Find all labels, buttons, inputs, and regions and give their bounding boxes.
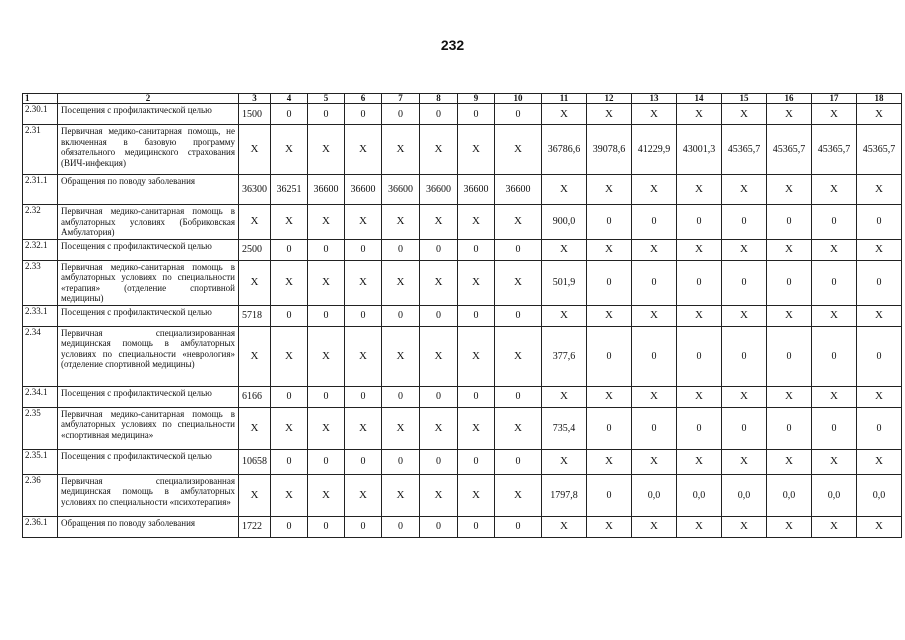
row-code: 2.36 xyxy=(23,474,58,516)
value-cell: X xyxy=(345,205,382,240)
value-cell: 0 xyxy=(382,449,420,474)
value-cell: 0 xyxy=(458,239,495,260)
value-cell: 36600 xyxy=(308,175,345,205)
value-cell: X xyxy=(420,326,458,386)
value-cell: 5718 xyxy=(239,305,271,326)
value-cell: X xyxy=(382,125,420,175)
value-cell: X xyxy=(632,104,677,125)
value-cell: X xyxy=(857,516,902,537)
value-cell: X xyxy=(857,239,902,260)
row-code: 2.33.1 xyxy=(23,305,58,326)
value-cell: 0 xyxy=(495,386,542,407)
value-cell: 0 xyxy=(722,260,767,305)
table-row xyxy=(23,260,902,305)
value-cell: X xyxy=(382,407,420,449)
value-cell: 0 xyxy=(345,104,382,125)
value-cell: X xyxy=(239,326,271,386)
value-cell: X xyxy=(722,386,767,407)
value-cell: X xyxy=(857,104,902,125)
data-table xyxy=(22,93,902,538)
row-code: 2.32 xyxy=(23,205,58,240)
value-cell: X xyxy=(857,175,902,205)
value-cell: 0 xyxy=(308,386,345,407)
table-row xyxy=(23,104,902,125)
value-cell: 0 xyxy=(812,260,857,305)
value-cell: X xyxy=(271,125,308,175)
header-cell: 11 xyxy=(542,94,587,104)
value-cell: X xyxy=(632,449,677,474)
value-cell: 0 xyxy=(345,305,382,326)
value-cell: X xyxy=(495,205,542,240)
value-cell: X xyxy=(239,407,271,449)
value-cell: 0 xyxy=(495,104,542,125)
value-cell: X xyxy=(308,260,345,305)
value-cell: X xyxy=(495,407,542,449)
value-cell: 36600 xyxy=(345,175,382,205)
value-cell: 735,4 xyxy=(542,407,587,449)
row-name: Посещения с профилактической целью xyxy=(58,104,239,125)
value-cell: X xyxy=(271,326,308,386)
value-cell: 0 xyxy=(308,449,345,474)
value-cell: 0 xyxy=(458,305,495,326)
value-cell: X xyxy=(495,326,542,386)
value-cell: X xyxy=(632,516,677,537)
value-cell: X xyxy=(308,407,345,449)
header-cell: 12 xyxy=(587,94,632,104)
value-cell: X xyxy=(812,516,857,537)
value-cell: 0 xyxy=(767,407,812,449)
value-cell: 36786,6 xyxy=(542,125,587,175)
value-cell: 0 xyxy=(587,205,632,240)
value-cell: 0 xyxy=(587,407,632,449)
value-cell: X xyxy=(458,474,495,516)
table-row xyxy=(23,474,902,516)
value-cell: X xyxy=(722,516,767,537)
value-cell: X xyxy=(345,260,382,305)
value-cell: X xyxy=(308,474,345,516)
value-cell: 0,0 xyxy=(767,474,812,516)
value-cell: 41229,9 xyxy=(632,125,677,175)
value-cell: 0 xyxy=(345,386,382,407)
value-cell: 36300 xyxy=(239,175,271,205)
value-cell: 0,0 xyxy=(812,474,857,516)
table-row xyxy=(23,326,902,386)
row-name: Посещения с профилактической целью xyxy=(58,305,239,326)
value-cell: 0 xyxy=(632,205,677,240)
value-cell: 0 xyxy=(308,516,345,537)
value-cell: 0 xyxy=(767,326,812,386)
value-cell: 0 xyxy=(857,407,902,449)
table-row xyxy=(23,449,902,474)
value-cell: X xyxy=(382,205,420,240)
value-cell: 0 xyxy=(382,239,420,260)
value-cell: 0 xyxy=(722,326,767,386)
value-cell: X xyxy=(271,260,308,305)
value-cell: 0 xyxy=(345,239,382,260)
value-cell: 0 xyxy=(271,104,308,125)
value-cell: 0 xyxy=(812,205,857,240)
value-cell: 0 xyxy=(382,386,420,407)
header-cell: 6 xyxy=(345,94,382,104)
header-cell: 7 xyxy=(382,94,420,104)
value-cell: 0,0 xyxy=(722,474,767,516)
value-cell: X xyxy=(542,449,587,474)
value-cell: 0 xyxy=(495,305,542,326)
value-cell: X xyxy=(495,260,542,305)
value-cell: X xyxy=(345,326,382,386)
value-cell: X xyxy=(632,386,677,407)
header-cell: 5 xyxy=(308,94,345,104)
value-cell: X xyxy=(767,175,812,205)
row-code: 2.35 xyxy=(23,407,58,449)
value-cell: 0 xyxy=(308,104,345,125)
row-name: Посещения с профилактической целью xyxy=(58,386,239,407)
row-code: 2.31.1 xyxy=(23,175,58,205)
value-cell: X xyxy=(812,449,857,474)
value-cell: 0 xyxy=(677,205,722,240)
value-cell: X xyxy=(382,326,420,386)
value-cell: 36600 xyxy=(458,175,495,205)
table-row xyxy=(23,407,902,449)
row-code: 2.30.1 xyxy=(23,104,58,125)
value-cell: X xyxy=(722,104,767,125)
value-cell: 0 xyxy=(632,326,677,386)
value-cell: X xyxy=(677,239,722,260)
value-cell: 0 xyxy=(812,407,857,449)
value-cell: 1722 xyxy=(239,516,271,537)
value-cell: X xyxy=(239,260,271,305)
header-cell: 4 xyxy=(271,94,308,104)
page-number: 232 xyxy=(440,37,465,53)
value-cell: X xyxy=(542,386,587,407)
header-cell: 2 xyxy=(58,94,239,104)
table-row xyxy=(23,125,902,175)
value-cell: 45365,7 xyxy=(857,125,902,175)
value-cell: X xyxy=(677,386,722,407)
value-cell: X xyxy=(812,239,857,260)
row-name: Первичная специализированная медицинская помощь в амбулаторных условиях по специальности «психотерапия» xyxy=(58,474,239,516)
value-cell: 0,0 xyxy=(857,474,902,516)
value-cell: X xyxy=(308,326,345,386)
value-cell: X xyxy=(857,449,902,474)
value-cell: 10658 xyxy=(239,449,271,474)
value-cell: X xyxy=(458,205,495,240)
value-cell: 0 xyxy=(420,386,458,407)
header-cell: 15 xyxy=(722,94,767,104)
value-cell: X xyxy=(345,407,382,449)
row-name: Посещения с профилактической целью xyxy=(58,239,239,260)
value-cell: X xyxy=(458,125,495,175)
value-cell: 0 xyxy=(458,449,495,474)
value-cell: X xyxy=(587,305,632,326)
value-cell: 0 xyxy=(271,386,308,407)
value-cell: 0 xyxy=(722,407,767,449)
value-cell: 0 xyxy=(308,239,345,260)
value-cell: X xyxy=(345,125,382,175)
value-cell: X xyxy=(677,516,722,537)
value-cell: X xyxy=(420,407,458,449)
header-cell: 17 xyxy=(812,94,857,104)
value-cell: 0 xyxy=(345,449,382,474)
table-row xyxy=(23,305,902,326)
row-name: Первичная медико-санитарная помощь в амбулаторных условиях по специальности «терапия» (отделение спортивной медицины) xyxy=(58,260,239,305)
value-cell: X xyxy=(542,516,587,537)
value-cell: X xyxy=(495,125,542,175)
value-cell: X xyxy=(542,175,587,205)
table-row xyxy=(23,386,902,407)
value-cell: X xyxy=(767,449,812,474)
value-cell: X xyxy=(587,175,632,205)
table-row xyxy=(23,239,902,260)
value-cell: X xyxy=(767,239,812,260)
value-cell: 45365,7 xyxy=(767,125,812,175)
value-cell: 0 xyxy=(857,260,902,305)
value-cell: 0 xyxy=(677,407,722,449)
table-row xyxy=(23,205,902,240)
value-cell: 36251 xyxy=(271,175,308,205)
value-cell: X xyxy=(722,449,767,474)
value-cell: 0 xyxy=(271,516,308,537)
value-cell: 1797,8 xyxy=(542,474,587,516)
value-cell: X xyxy=(677,175,722,205)
value-cell: 0 xyxy=(271,449,308,474)
value-cell: X xyxy=(587,516,632,537)
header-cell: 10 xyxy=(495,94,542,104)
value-cell: 0 xyxy=(587,326,632,386)
value-cell: X xyxy=(767,516,812,537)
value-cell: X xyxy=(239,125,271,175)
value-cell: 0 xyxy=(632,260,677,305)
value-cell: X xyxy=(271,205,308,240)
row-name: Первичная медико-санитарная помощь в амбулаторных условиях (Бобриковская Амбулатория) xyxy=(58,205,239,240)
value-cell: 36600 xyxy=(382,175,420,205)
value-cell: X xyxy=(420,260,458,305)
row-code: 2.36.1 xyxy=(23,516,58,537)
value-cell: 0 xyxy=(767,205,812,240)
row-name: Первичная медико-санитарная помощь в амбулаторных условиях по специальности «спортивная медицина» xyxy=(58,407,239,449)
row-name: Обращения по поводу заболевания xyxy=(58,516,239,537)
value-cell: X xyxy=(767,104,812,125)
value-cell: 0,0 xyxy=(632,474,677,516)
value-cell: X xyxy=(812,305,857,326)
value-cell: X xyxy=(587,239,632,260)
value-cell: 1500 xyxy=(239,104,271,125)
value-cell: X xyxy=(767,305,812,326)
value-cell: 0 xyxy=(767,260,812,305)
value-cell: 0 xyxy=(722,205,767,240)
value-cell: 0 xyxy=(495,516,542,537)
value-cell: 0 xyxy=(271,239,308,260)
value-cell: 0 xyxy=(458,516,495,537)
value-cell: X xyxy=(239,205,271,240)
row-name: Первичная медико-санитарная помощь, не включенная в базовую программу обязательного медицинского страхования (ВИЧ-инфекция) xyxy=(58,125,239,175)
value-cell: 377,6 xyxy=(542,326,587,386)
value-cell: X xyxy=(857,386,902,407)
value-cell: X xyxy=(587,104,632,125)
value-cell: 0 xyxy=(677,260,722,305)
value-cell: 0 xyxy=(495,239,542,260)
value-cell: 0 xyxy=(632,407,677,449)
value-cell: X xyxy=(542,305,587,326)
value-cell: 0 xyxy=(382,305,420,326)
value-cell: X xyxy=(239,474,271,516)
value-cell: X xyxy=(271,474,308,516)
row-name: Обращения по поводу заболевания xyxy=(58,175,239,205)
value-cell: 0 xyxy=(458,386,495,407)
value-cell: X xyxy=(542,104,587,125)
value-cell: X xyxy=(767,386,812,407)
row-name: Посещения с профилактической целью xyxy=(58,449,239,474)
value-cell: X xyxy=(722,305,767,326)
row-name: Первичная специализированная медицинская помощь в амбулаторных условиях по специальности «неврология» (отделение спортивной медицины) xyxy=(58,326,239,386)
table-row xyxy=(23,516,902,537)
header-cell: 3 xyxy=(239,94,271,104)
value-cell: 0 xyxy=(308,305,345,326)
value-cell: 0 xyxy=(345,516,382,537)
header-cell: 16 xyxy=(767,94,812,104)
value-cell: X xyxy=(458,326,495,386)
value-cell: 6166 xyxy=(239,386,271,407)
value-cell: X xyxy=(308,205,345,240)
value-cell: 0 xyxy=(812,326,857,386)
value-cell: 0 xyxy=(587,260,632,305)
value-cell: 0 xyxy=(857,326,902,386)
value-cell: X xyxy=(458,260,495,305)
value-cell: X xyxy=(382,260,420,305)
value-cell: 0 xyxy=(420,104,458,125)
value-cell: X xyxy=(308,125,345,175)
row-code: 2.33 xyxy=(23,260,58,305)
value-cell: X xyxy=(857,305,902,326)
value-cell: 43001,3 xyxy=(677,125,722,175)
value-cell: X xyxy=(345,474,382,516)
value-cell: X xyxy=(632,305,677,326)
value-cell: X xyxy=(812,104,857,125)
header-cell: 18 xyxy=(857,94,902,104)
value-cell: X xyxy=(722,239,767,260)
value-cell: 0 xyxy=(382,516,420,537)
value-cell: X xyxy=(632,175,677,205)
value-cell: X xyxy=(587,386,632,407)
value-cell: 0 xyxy=(420,449,458,474)
value-cell: 0 xyxy=(420,239,458,260)
value-cell: X xyxy=(677,305,722,326)
header-cell: 8 xyxy=(420,94,458,104)
header-cell: 13 xyxy=(632,94,677,104)
value-cell: X xyxy=(542,239,587,260)
row-code: 2.34 xyxy=(23,326,58,386)
value-cell: 0 xyxy=(382,104,420,125)
value-cell: X xyxy=(722,175,767,205)
value-cell: 0 xyxy=(587,474,632,516)
header-cell: 1 xyxy=(23,94,58,104)
value-cell: 0 xyxy=(458,104,495,125)
value-cell: X xyxy=(420,474,458,516)
value-cell: X xyxy=(382,474,420,516)
header-row xyxy=(23,94,902,104)
value-cell: 0,0 xyxy=(677,474,722,516)
header-cell: 9 xyxy=(458,94,495,104)
row-code: 2.34.1 xyxy=(23,386,58,407)
value-cell: 2500 xyxy=(239,239,271,260)
value-cell: X xyxy=(458,407,495,449)
row-code: 2.35.1 xyxy=(23,449,58,474)
row-code: 2.32.1 xyxy=(23,239,58,260)
value-cell: 0 xyxy=(495,449,542,474)
header-cell: 14 xyxy=(677,94,722,104)
row-code: 2.31 xyxy=(23,125,58,175)
value-cell: 36600 xyxy=(495,175,542,205)
value-cell: 0 xyxy=(420,516,458,537)
value-cell: X xyxy=(420,125,458,175)
table-row xyxy=(23,175,902,205)
value-cell: X xyxy=(587,449,632,474)
value-cell: X xyxy=(677,449,722,474)
value-cell: X xyxy=(677,104,722,125)
value-cell: 36600 xyxy=(420,175,458,205)
value-cell: 45365,7 xyxy=(722,125,767,175)
value-cell: X xyxy=(271,407,308,449)
value-cell: X xyxy=(812,386,857,407)
value-cell: 501,9 xyxy=(542,260,587,305)
value-cell: 45365,7 xyxy=(812,125,857,175)
value-cell: X xyxy=(812,175,857,205)
value-cell: 0 xyxy=(677,326,722,386)
value-cell: 39078,6 xyxy=(587,125,632,175)
value-cell: 0 xyxy=(420,305,458,326)
value-cell: 900,0 xyxy=(542,205,587,240)
value-cell: 0 xyxy=(857,205,902,240)
value-cell: X xyxy=(420,205,458,240)
value-cell: X xyxy=(495,474,542,516)
value-cell: X xyxy=(632,239,677,260)
value-cell: 0 xyxy=(271,305,308,326)
